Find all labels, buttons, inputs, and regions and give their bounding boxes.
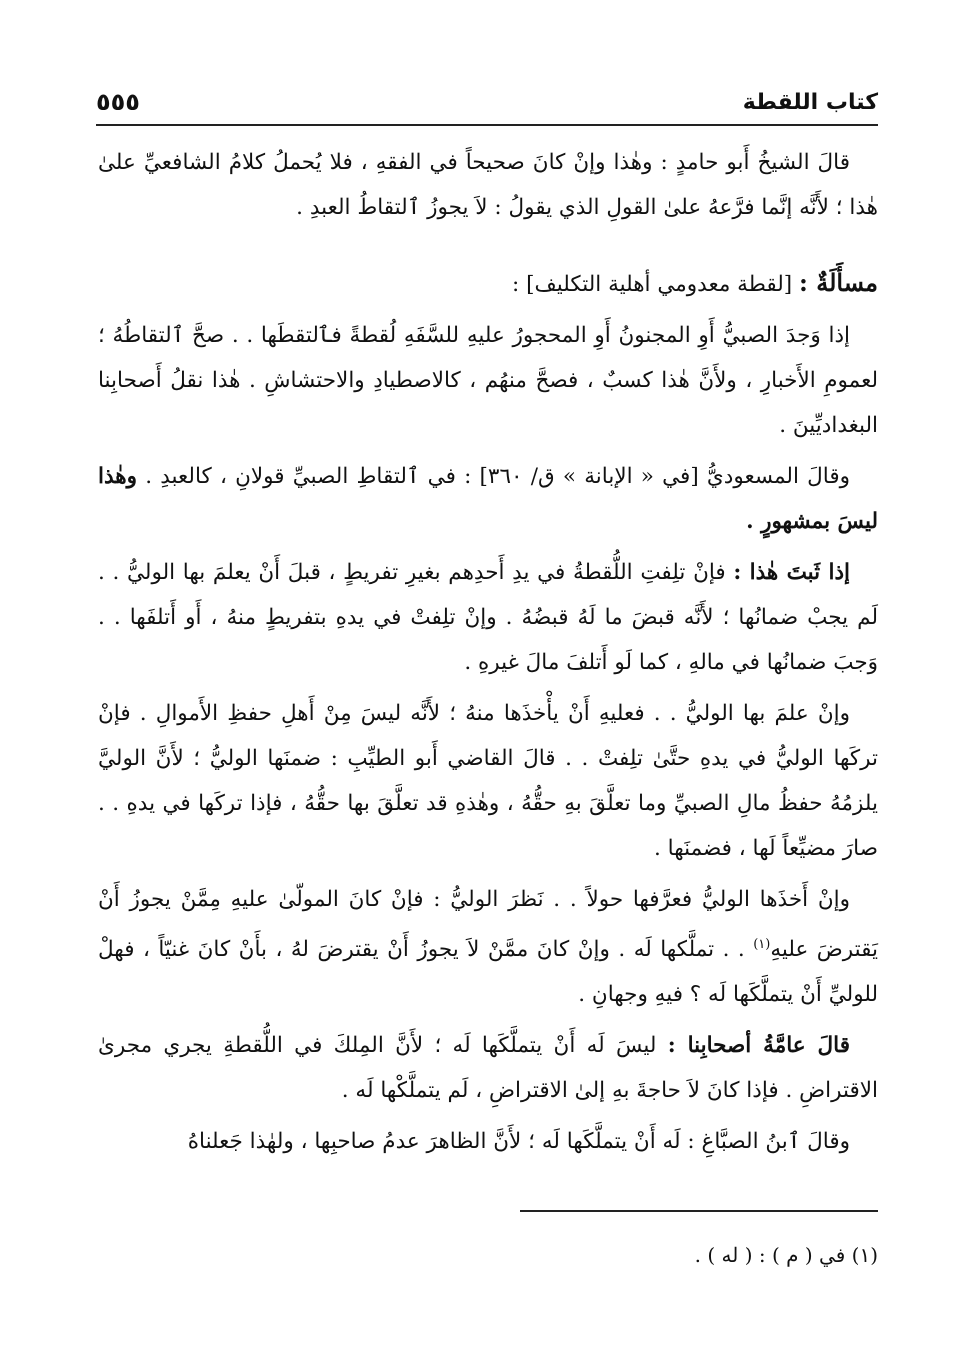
guardian-takes-text-1: وإنْ أَخذَها الوليُّ فعرَّفها حولاً . . نَظرَ الوليُّ : فإنْ كانَ المولّىٰ عليهِ مِمَّنْ يجوزُ أَنْ يَقترضَ عليهِ (98, 887, 879, 963)
paragraph-ibn-sabbagh: وقالَ ٱبنُ الصبَّاغِ : لَه أَنْ يتملَّكَها لَه ؛ لأَنَّ الظاهرَ عدمُ صاحبِها ، ولهٰذا جَعلناهُ (187, 1129, 850, 1155)
masudi-text: وقالَ المسعوديُّ [في « الإبانة » ق/ ٣٦٠] : في ٱلتقاطِ الصبيِّ قولانِ ، كالعبدِ . (145, 464, 850, 489)
footnote-marker: (١) (753, 937, 771, 952)
paragraph-if-proven (98, 550, 878, 685)
page-header (96, 84, 878, 126)
paragraph-guardian-knows: وإنْ علمَ بها الوليُّ . . فعليهِ أَنْ يأْخذَها منهُ ؛ لأَنَّه ليسَ مِنْ أَهلِ حفظِ الأَموالِ . فإنْ تركَها الوليُّ في يدهِ حتَّىٰ تلِفتْ . . قالَ القاضي أَبو الطيِّبِ : ضمنَها الوليُّ ؛ لأَنَّ الوليَّ يلزمُهُ حفظُ مالِ الصبيِّ وما تعلَّقَ بهِ حقُّهُ ، وهٰذهِ قد تعلَّقَ بها حقُّهُ ، فإذا تركَها في يدهِ . . صارَ مضيِّعاً لَها ، فضمنَها . (98, 701, 878, 861)
masala-title: [لقطة معدومي أهلية التكليف] : (512, 272, 793, 297)
paragraph-abu-hamid: قالَ الشيخُ أَبو حامدٍ : وهٰذا وإنْ كانَ صحيحاً في الفقهِ ، فلا يُحملُ كلامُ الشافعيِّ علىٰ هٰذا ؛ لأَنَّه إنَّما فرَّعهُ علىٰ القولِ الذي يقولُ : لاَ يجوزُ ٱلتقاطُ العبدِ . (98, 150, 878, 220)
paragraph-masudi (98, 454, 878, 544)
masala-heading (98, 260, 878, 307)
page-number: ٥٥٥ (96, 88, 140, 116)
paragraph-guardian-takes (98, 877, 878, 1017)
paragraph-child-finder: إذا وَجدَ الصبيُّ أَوِ المجنونُ أَوِ المحجورُ عليهِ للسَّفَهِ لُقطةً فٱلتقطَها . . صحَّ ٱلتقاطُهُ ؛ لعمومِ الأَخبارِ ، ولأَنَّ هٰذا كسبٌ ، فصحَّ منهُم ، كالاصطيادِ والاحتشاشِ . هٰذا نقلُ أَصحابِنا البغداديِّينَ . (98, 323, 878, 438)
not-famous-phrase: وهٰذا ليسَ بمشهورٍ . (98, 464, 878, 534)
majority-text: ليسَ لَه أَنْ يتملَّكَها لَه ؛ لأَنَّ المِلكَ في اللُّقطةِ يجري مجرىٰ الاقتراضِ . فإذا كانَ لاَ حاجةَ بهِ إلىٰ الاقتراضِ ، لَم يتملَّكْها لَه . (98, 1033, 878, 1104)
paragraph-majority (98, 1023, 878, 1113)
running-title: كتاب اللقطة (742, 90, 878, 115)
guardian-takes-text-2: . . تملَّكها لَه . وإنْ كانَ ممَّنْ لاَ يجوزُ أَنْ يقترضَ لهُ ، بأَنْ كانَ غنيّاً ، فهلْ للوليِّ أَنْ يتملَّكَها لَه ؟ فيهِ وجهانِ . (98, 937, 878, 1008)
main-text (98, 140, 878, 1170)
if-proven-text: فإنْ تلِفتِ اللُّقطةُ في يدِ أَحدِهم بغيرِ تفريطٍ ، قبلَ أَنْ يعلمَ بها الوليُّ . . لَم يجبْ ضمانُها ؛ لأَنَّه قبضَ ما لَهُ قبضُهُ . وإنْ تلِفتْ في يدهِ بتفريطٍ منهُ ، أَو أَتلفَها . . وَجبَ ضمانُها في مالهِ ، كما لَو أَتلفَ مالَ غيرهِ . (98, 560, 878, 675)
majority-phrase: قالَ عامَّةُ أصحابِنا : (667, 1033, 850, 1059)
footnote: (١) في ( م ) : ( له ) . (694, 1243, 878, 1267)
if-proven-phrase: إذا ثَبتَ هٰذا : (733, 560, 850, 585)
footnote-divider (520, 1210, 878, 1212)
masala-term: مسأَلَةٌ : (799, 268, 878, 297)
